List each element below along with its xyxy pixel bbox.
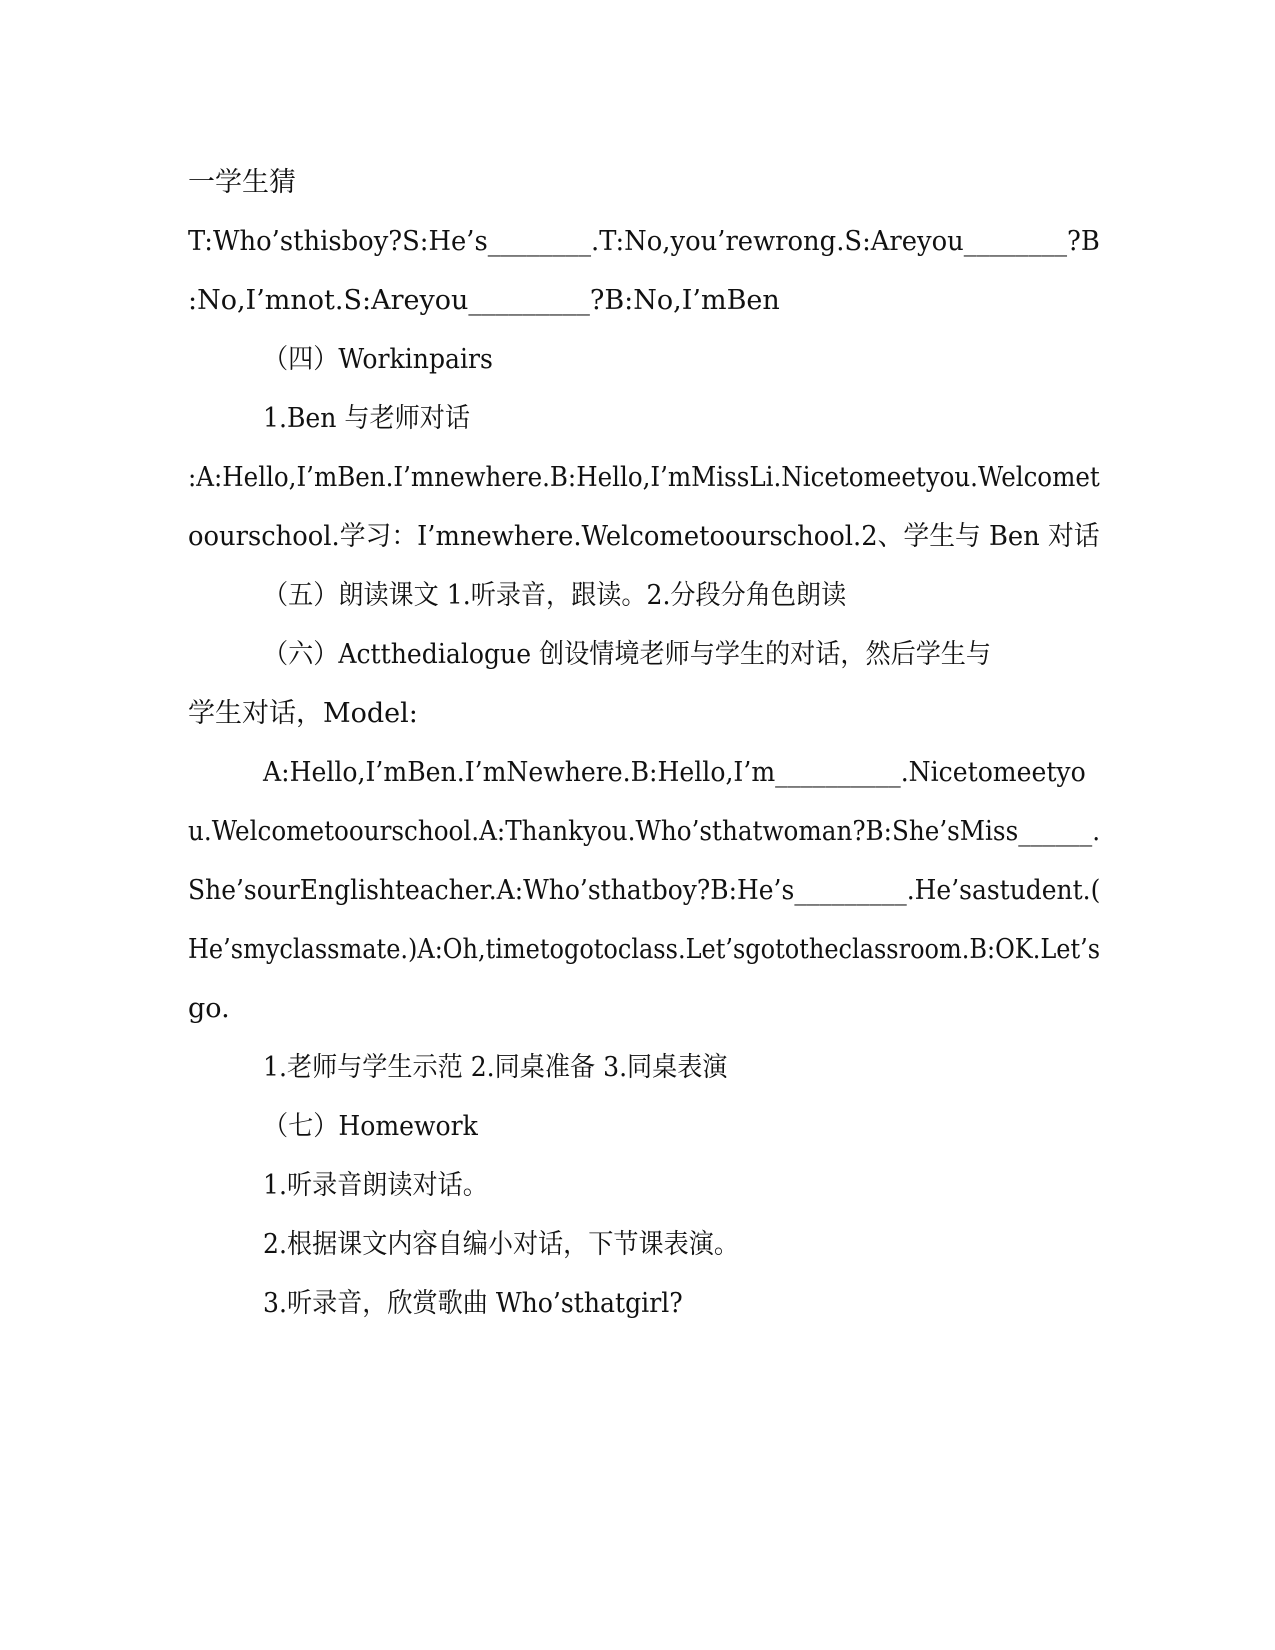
section-heading-four: （四）Workinpairs bbox=[263, 344, 493, 375]
homework-item-1: 1.听录音朗读对话。 bbox=[263, 1170, 488, 1201]
homework-item-3: 3.听录音，欣赏歌曲 Who’sthatgirl? bbox=[263, 1288, 683, 1319]
section-heading-seven: （七）Homework bbox=[263, 1111, 478, 1142]
text-line-steps: 1.老师与学生示范 2.同桌准备 3.同桌表演 bbox=[263, 1052, 728, 1083]
text-line-guess: 一学生猜 bbox=[188, 167, 296, 198]
homework-item-2: 2.根据课文内容自编小对话，下节课表演。 bbox=[263, 1229, 739, 1260]
text-line-dialogue-4: oourschool.学习：I’mnewhere.Welcometoourschool.2、学生与 Ben 对话 bbox=[188, 521, 1100, 552]
text-line-model-4: He’smyclassmate.)A:Oh,timetogotoclass.Let’sgototheclassroom.B:OK.Let’s bbox=[188, 934, 1101, 965]
text-line-model-3: She’sourEnglishteacher.A:Who’sthatboy?B:He’s_________.He’sastudent.( bbox=[188, 875, 1101, 906]
text-line-dialogue-1: T:Who’sthisboy?S:He’s________.T:No,you’rewrong.S:Areyou________?B bbox=[188, 226, 1100, 257]
text-line-model-2: u.Welcometoourschool.A:Thankyou.Who’sthatwoman?B:She’sMiss______. bbox=[188, 816, 1101, 847]
section-heading-six: （六）Actthedialogue 创设情境老师与学生的对话，然后学生与 bbox=[263, 639, 992, 670]
text-line-model-1: A:Hello,I’mBen.I’mNewhere.B:Hello,I’m__________.Nicetomeetyo bbox=[263, 757, 1086, 788]
text-line-ben-teacher: 1.Ben 与老师对话 bbox=[263, 403, 470, 434]
text-line-model-5: go. bbox=[188, 993, 230, 1024]
text-line-dialogue-2: :No,I’mnot.S:Areyou_________?B:No,I’mBen bbox=[188, 285, 780, 316]
section-heading-five: （五）朗读课文 1.听录音，跟读。2.分段分角色朗读 bbox=[263, 580, 847, 611]
text-line-dialogue-3: :A:Hello,I’mBen.I’mnewhere.B:Hello,I’mMissLi.Nicetomeetyou.Welcomet bbox=[188, 462, 1100, 493]
text-line-model: 学生对话，Model: bbox=[188, 698, 418, 729]
